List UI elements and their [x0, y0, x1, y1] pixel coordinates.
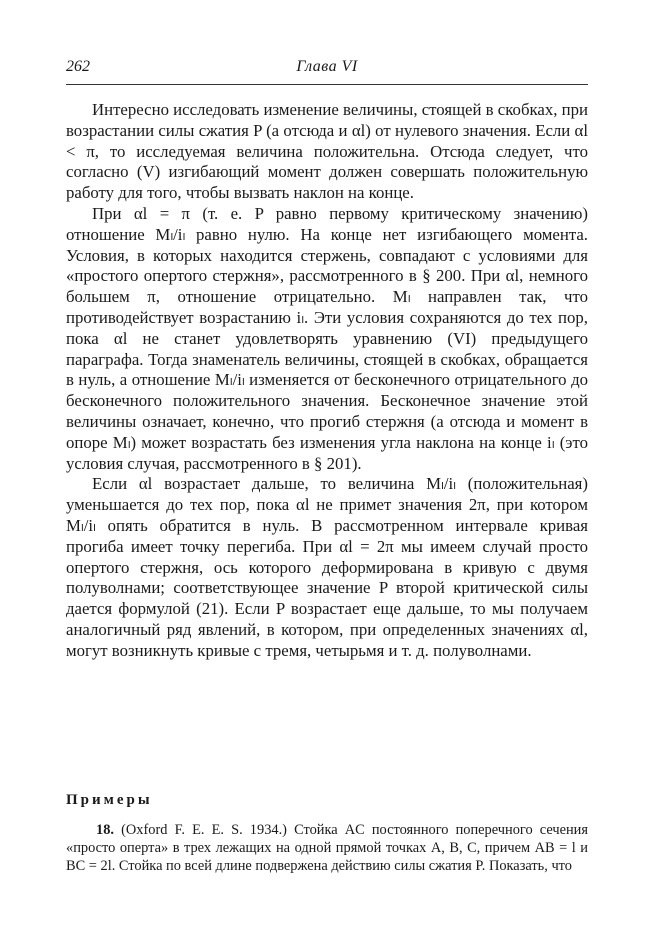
paragraph: При αl = π (т. е. P равно первому критическому значению) отношение Mₗ/iₗ равно нулю. На конце нет изгибающего момента. Условия, в которых находится стержень, совпадают с условиями для «простого опертого стержня», рассмотренного в § 200. При αl, немного большем π, отношение отрицательно. Mₗ направлен так, что противодействует возрастанию iₗ. Эти условия сохраняются до тех пор, пока αl не станет удовлетворять уравнению (VI) предыдущего параграфа. Тогда знаменатель величины, стоящей в скобках, обращается в нуль, а отношение Mₗ/iₗ изменяется от бесконечного отрицательного до бесконечного положительного значения. Бесконечное значение этой величины означает, конечно, что прогиб стержня (а отсюда и момент в опоре Mₗ) может возрастать без изменения угла наклона на конце iₗ (это условия случая, рассмотренного в § 201). [66, 203, 588, 473]
example-body: (Oxford F. E. E. S. 1934.) Стойка AC постоянного поперечного сечения «просто оперта» в трех лежащих на одной прямой точках A, B, C, причем AB = l и BC = 2l. Стойка по всей длине подвержена действию силы сжатия P. Показать, что [66, 822, 588, 874]
page-number: 262 [66, 58, 90, 75]
example-18 [66, 822, 588, 875]
example-number: 18. [96, 822, 114, 838]
chapter-title: Глава VI [296, 58, 358, 75]
example-paragraph [66, 822, 588, 875]
running-head [66, 58, 588, 82]
paragraph: Если αl возрастает дальше, то величина Mₗ/iₗ (положительная) уменьшается до тех пор, пока αl не примет значения 2π, при котором Mₗ/iₗ опять обратится в нуль. В рассмотренном интервале кривая прогиба имеет точку перегиба. При αl = 2π мы имеем случай просто опертого стержня, ось которого деформирована в кривую с двумя полуволнами; соответствующее значение P второй критической силы дается формулой (21). Если P возрастает еще дальше, то мы получаем аналогичный ряд явлений, в котором, при определенных значениях αl, могут возникнуть кривые с тремя, четырьмя и т. д. полуволнами. [66, 474, 588, 660]
examples-heading: Примеры [66, 792, 153, 808]
paragraph: Интересно исследовать изменение величины, стоящей в скобках, при возрастании силы сжатия P (а отсюда и αl) от нулевого значения. Если αl < π, то исследуемая величина положительна. Отсюда следует, что согласно (V) изгибающий момент должен совершать положительную работу для того, чтобы вызвать наклон на конце. [66, 100, 588, 203]
header-rule [66, 84, 588, 85]
main-text [66, 100, 588, 662]
